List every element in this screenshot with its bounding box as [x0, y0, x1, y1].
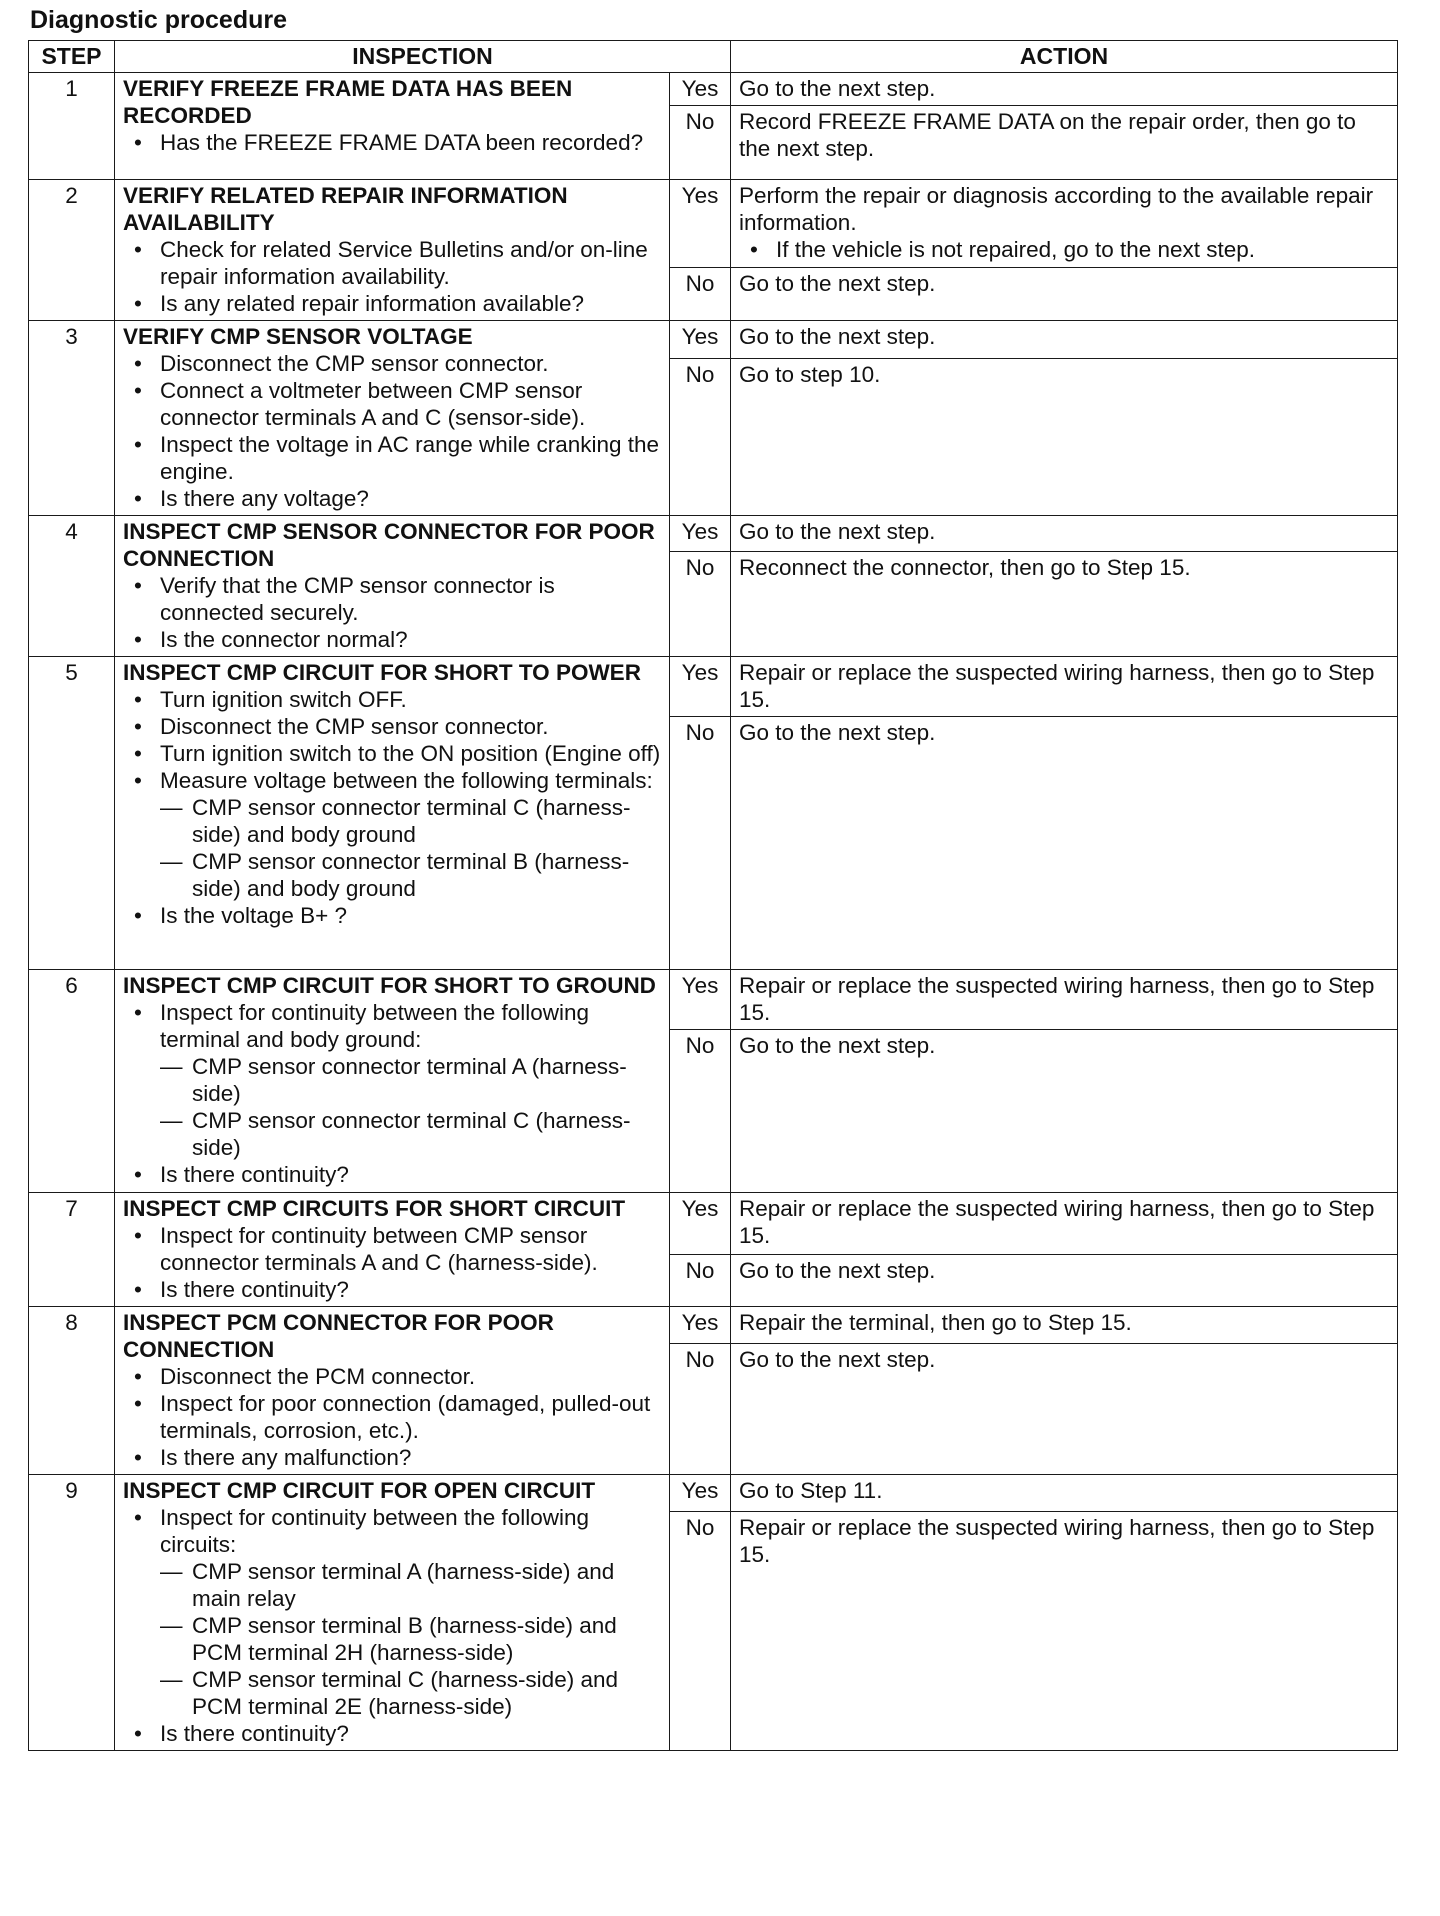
yes-action-text: Go to Step 11.	[739, 1478, 883, 1503]
yes-action-text: Go to the next step.	[739, 76, 936, 101]
inspection-item-text: Is there continuity?	[160, 1721, 349, 1746]
inspection-cell	[115, 516, 670, 657]
no-label: No	[670, 717, 731, 970]
inspection-title: INSPECT PCM CONNECTOR FOR POOR CONNECTION	[123, 1310, 554, 1362]
no-action: Go to the next step.	[731, 1255, 1398, 1307]
yes-action-text: Perform the repair or diagnosis according to the available repair information.	[739, 183, 1374, 235]
step-row	[29, 1307, 1398, 1344]
inspection-subitem: — CMP sensor terminal B (harness-side) and PCM terminal 2H (harness-side)	[192, 1612, 661, 1666]
inspection-item-text: Turn ignition switch OFF.	[160, 687, 407, 712]
inspection-title: INSPECT CMP CIRCUIT FOR SHORT TO POWER	[123, 660, 641, 685]
yes-label: Yes	[670, 73, 731, 106]
yes-label: Yes	[670, 180, 731, 268]
inspection-item-text: Is the voltage B+ ?	[160, 903, 347, 928]
inspection-title: INSPECT CMP SENSOR CONNECTOR FOR POOR CONNECTION	[123, 519, 655, 571]
diagnostic-table	[28, 40, 1398, 1751]
inspection-sublist	[160, 1558, 661, 1720]
no-action: Go to the next step.	[731, 717, 1398, 970]
yes-action-text: Repair the terminal, then go to Step 15.	[739, 1310, 1132, 1335]
inspection-item	[160, 999, 661, 1161]
inspection-cell	[115, 73, 670, 180]
step-row	[29, 516, 1398, 552]
yes-action	[731, 321, 1398, 359]
inspection-cell	[115, 1307, 670, 1475]
inspection-title: VERIFY FREEZE FRAME DATA HAS BEEN RECORDED	[123, 76, 573, 128]
inspection-item	[160, 767, 661, 902]
inspection-item	[160, 431, 661, 485]
inspection-title: VERIFY RELATED REPAIR INFORMATION AVAILABILITY	[123, 183, 568, 235]
inspection-cell	[115, 970, 670, 1193]
inspection-title: INSPECT CMP CIRCUIT FOR SHORT TO GROUND	[123, 973, 656, 998]
inspection-item-text: Is the connector normal?	[160, 627, 408, 652]
inspection-sublist	[160, 1053, 661, 1161]
inspection-item	[160, 626, 661, 653]
inspection-item	[160, 902, 661, 929]
yes-action	[731, 180, 1398, 268]
inspection-list	[123, 1222, 661, 1303]
step-number: 2	[29, 180, 115, 321]
inspection-item	[160, 1161, 661, 1188]
step-number: 6	[29, 970, 115, 1193]
inspection-title: INSPECT CMP CIRCUIT FOR OPEN CIRCUIT	[123, 1478, 596, 1503]
inspection-item-text: Is there any voltage?	[160, 486, 369, 511]
inspection-cell	[115, 321, 670, 516]
inspection-item	[160, 686, 661, 713]
inspection-list	[123, 686, 661, 929]
inspection-item-text: Measure voltage between the following terminals:	[160, 768, 653, 793]
step-number: 4	[29, 516, 115, 657]
header-action: ACTION	[731, 41, 1398, 73]
inspection-item	[160, 485, 661, 512]
inspection-list	[123, 129, 661, 156]
no-label: No	[670, 267, 731, 320]
inspection-item	[160, 1504, 661, 1720]
yes-action	[731, 516, 1398, 552]
step-row	[29, 657, 1398, 717]
inspection-item	[160, 236, 661, 290]
yes-action	[731, 1193, 1398, 1255]
inspection-item	[160, 290, 661, 317]
step-row	[29, 970, 1398, 1030]
inspection-subitem: — CMP sensor connector terminal B (harness-side) and body ground	[192, 848, 661, 902]
no-action: Go to the next step.	[731, 1030, 1398, 1193]
inspection-item-text: Disconnect the CMP sensor connector.	[160, 714, 549, 739]
inspection-item-text: Is there continuity?	[160, 1277, 349, 1302]
yes-action	[731, 1307, 1398, 1344]
header-step: STEP	[29, 41, 115, 73]
inspection-item-text: Is there continuity?	[160, 1162, 349, 1187]
inspection-item-text: Inspect for continuity between CMP sensor connector terminals A and C (harness-side).	[160, 1223, 598, 1275]
no-action: Repair or replace the suspected wiring harness, then go to Step 15.	[731, 1512, 1398, 1751]
yes-action	[731, 657, 1398, 717]
yes-label: Yes	[670, 516, 731, 552]
inspection-list	[123, 236, 661, 317]
inspection-item-text: Has the FREEZE FRAME DATA been recorded?	[160, 130, 644, 155]
inspection-cell	[115, 1193, 670, 1307]
yes-action-text: Go to the next step.	[739, 519, 936, 544]
inspection-item	[160, 1720, 661, 1747]
yes-label: Yes	[670, 657, 731, 717]
yes-action-note: • If the vehicle is not repaired, go to the next step.	[776, 236, 1389, 263]
no-label: No	[670, 1030, 731, 1193]
yes-action-note-list	[739, 236, 1389, 263]
inspection-item-text: Is any related repair information available?	[160, 291, 584, 316]
table-body	[29, 73, 1398, 1751]
inspection-item	[160, 713, 661, 740]
yes-label: Yes	[670, 1193, 731, 1255]
step-number: 1	[29, 73, 115, 180]
yes-label: Yes	[670, 321, 731, 359]
inspection-item-text: Inspect for continuity between the following terminal and body ground:	[160, 1000, 590, 1052]
inspection-item-text: Disconnect the PCM connector.	[160, 1364, 476, 1389]
inspection-item	[160, 377, 661, 431]
no-label: No	[670, 1255, 731, 1307]
inspection-list	[123, 572, 661, 653]
inspection-item-text: Connect a voltmeter between CMP sensor connector terminals A and C (sensor-side).	[160, 378, 586, 430]
inspection-title: VERIFY CMP SENSOR VOLTAGE	[123, 324, 473, 349]
inspection-subitem: — CMP sensor terminal A (harness-side) and main relay	[192, 1558, 661, 1612]
inspection-item-text: Inspect the voltage in AC range while cranking the engine.	[160, 432, 660, 484]
inspection-item	[160, 129, 661, 156]
step-row	[29, 1475, 1398, 1512]
yes-action	[731, 1475, 1398, 1512]
no-label: No	[670, 1512, 731, 1751]
yes-action-text: Repair or replace the suspected wiring harness, then go to Step 15.	[739, 1196, 1375, 1248]
inspection-list	[123, 999, 661, 1188]
no-label: No	[670, 1343, 731, 1474]
no-label: No	[670, 106, 731, 180]
inspection-item-text: Is there any malfunction?	[160, 1445, 412, 1470]
step-row	[29, 321, 1398, 359]
no-action: Go to step 10.	[731, 358, 1398, 515]
inspection-item-text: Disconnect the CMP sensor connector.	[160, 351, 549, 376]
table-header-row	[29, 41, 1398, 73]
step-number: 5	[29, 657, 115, 970]
yes-label: Yes	[670, 1475, 731, 1512]
inspection-cell	[115, 180, 670, 321]
no-label: No	[670, 358, 731, 515]
inspection-item	[160, 1444, 661, 1471]
inspection-subitem: — CMP sensor connector terminal A (harness-side)	[192, 1053, 661, 1107]
inspection-sublist	[160, 794, 661, 902]
inspection-item-text: Verify that the CMP sensor connector is connected securely.	[160, 573, 555, 625]
inspection-item-text: Check for related Service Bulletins and/or on-line repair information availability.	[160, 237, 648, 289]
yes-label: Yes	[670, 970, 731, 1030]
step-row	[29, 73, 1398, 106]
step-number: 8	[29, 1307, 115, 1475]
inspection-cell	[115, 1475, 670, 1751]
step-number: 9	[29, 1475, 115, 1751]
inspection-item	[160, 740, 661, 767]
inspection-item-text: Turn ignition switch to the ON position (Engine off)	[160, 741, 661, 766]
inspection-subitem: — CMP sensor connector terminal C (harness-side)	[192, 1107, 661, 1161]
inspection-subitem: — CMP sensor connector terminal C (harness-side) and body ground	[192, 794, 661, 848]
no-action: Go to the next step.	[731, 267, 1398, 320]
yes-action	[731, 73, 1398, 106]
inspection-item	[160, 1276, 661, 1303]
page-title: Diagnostic procedure	[30, 6, 287, 34]
inspection-list	[123, 350, 661, 512]
inspection-item-text: Inspect for poor connection (damaged, pulled-out terminals, corrosion, etc.).	[160, 1391, 651, 1443]
inspection-title: INSPECT CMP CIRCUITS FOR SHORT CIRCUIT	[123, 1196, 626, 1221]
inspection-item-text: Inspect for continuity between the following circuits:	[160, 1505, 590, 1557]
no-action: Reconnect the connector, then go to Step 15.	[731, 552, 1398, 657]
inspection-list	[123, 1363, 661, 1471]
step-row	[29, 1193, 1398, 1255]
inspection-item	[160, 1363, 661, 1390]
yes-action-text: Repair or replace the suspected wiring harness, then go to Step 15.	[739, 660, 1375, 712]
yes-label: Yes	[670, 1307, 731, 1344]
step-number: 7	[29, 1193, 115, 1307]
inspection-item	[160, 1222, 661, 1276]
inspection-item	[160, 572, 661, 626]
no-action: Go to the next step.	[731, 1343, 1398, 1474]
inspection-subitem: — CMP sensor terminal C (harness-side) and PCM terminal 2E (harness-side)	[192, 1666, 661, 1720]
no-label: No	[670, 552, 731, 657]
inspection-item	[160, 350, 661, 377]
step-row	[29, 180, 1398, 268]
yes-action-text: Repair or replace the suspected wiring harness, then go to Step 15.	[739, 973, 1375, 1025]
inspection-cell	[115, 657, 670, 970]
step-number: 3	[29, 321, 115, 516]
header-inspection: INSPECTION	[115, 41, 731, 73]
yes-action	[731, 970, 1398, 1030]
no-action: Record FREEZE FRAME DATA on the repair order, then go to the next step.	[731, 106, 1398, 180]
inspection-list	[123, 1504, 661, 1747]
inspection-item	[160, 1390, 661, 1444]
yes-action-text: Go to the next step.	[739, 324, 936, 349]
